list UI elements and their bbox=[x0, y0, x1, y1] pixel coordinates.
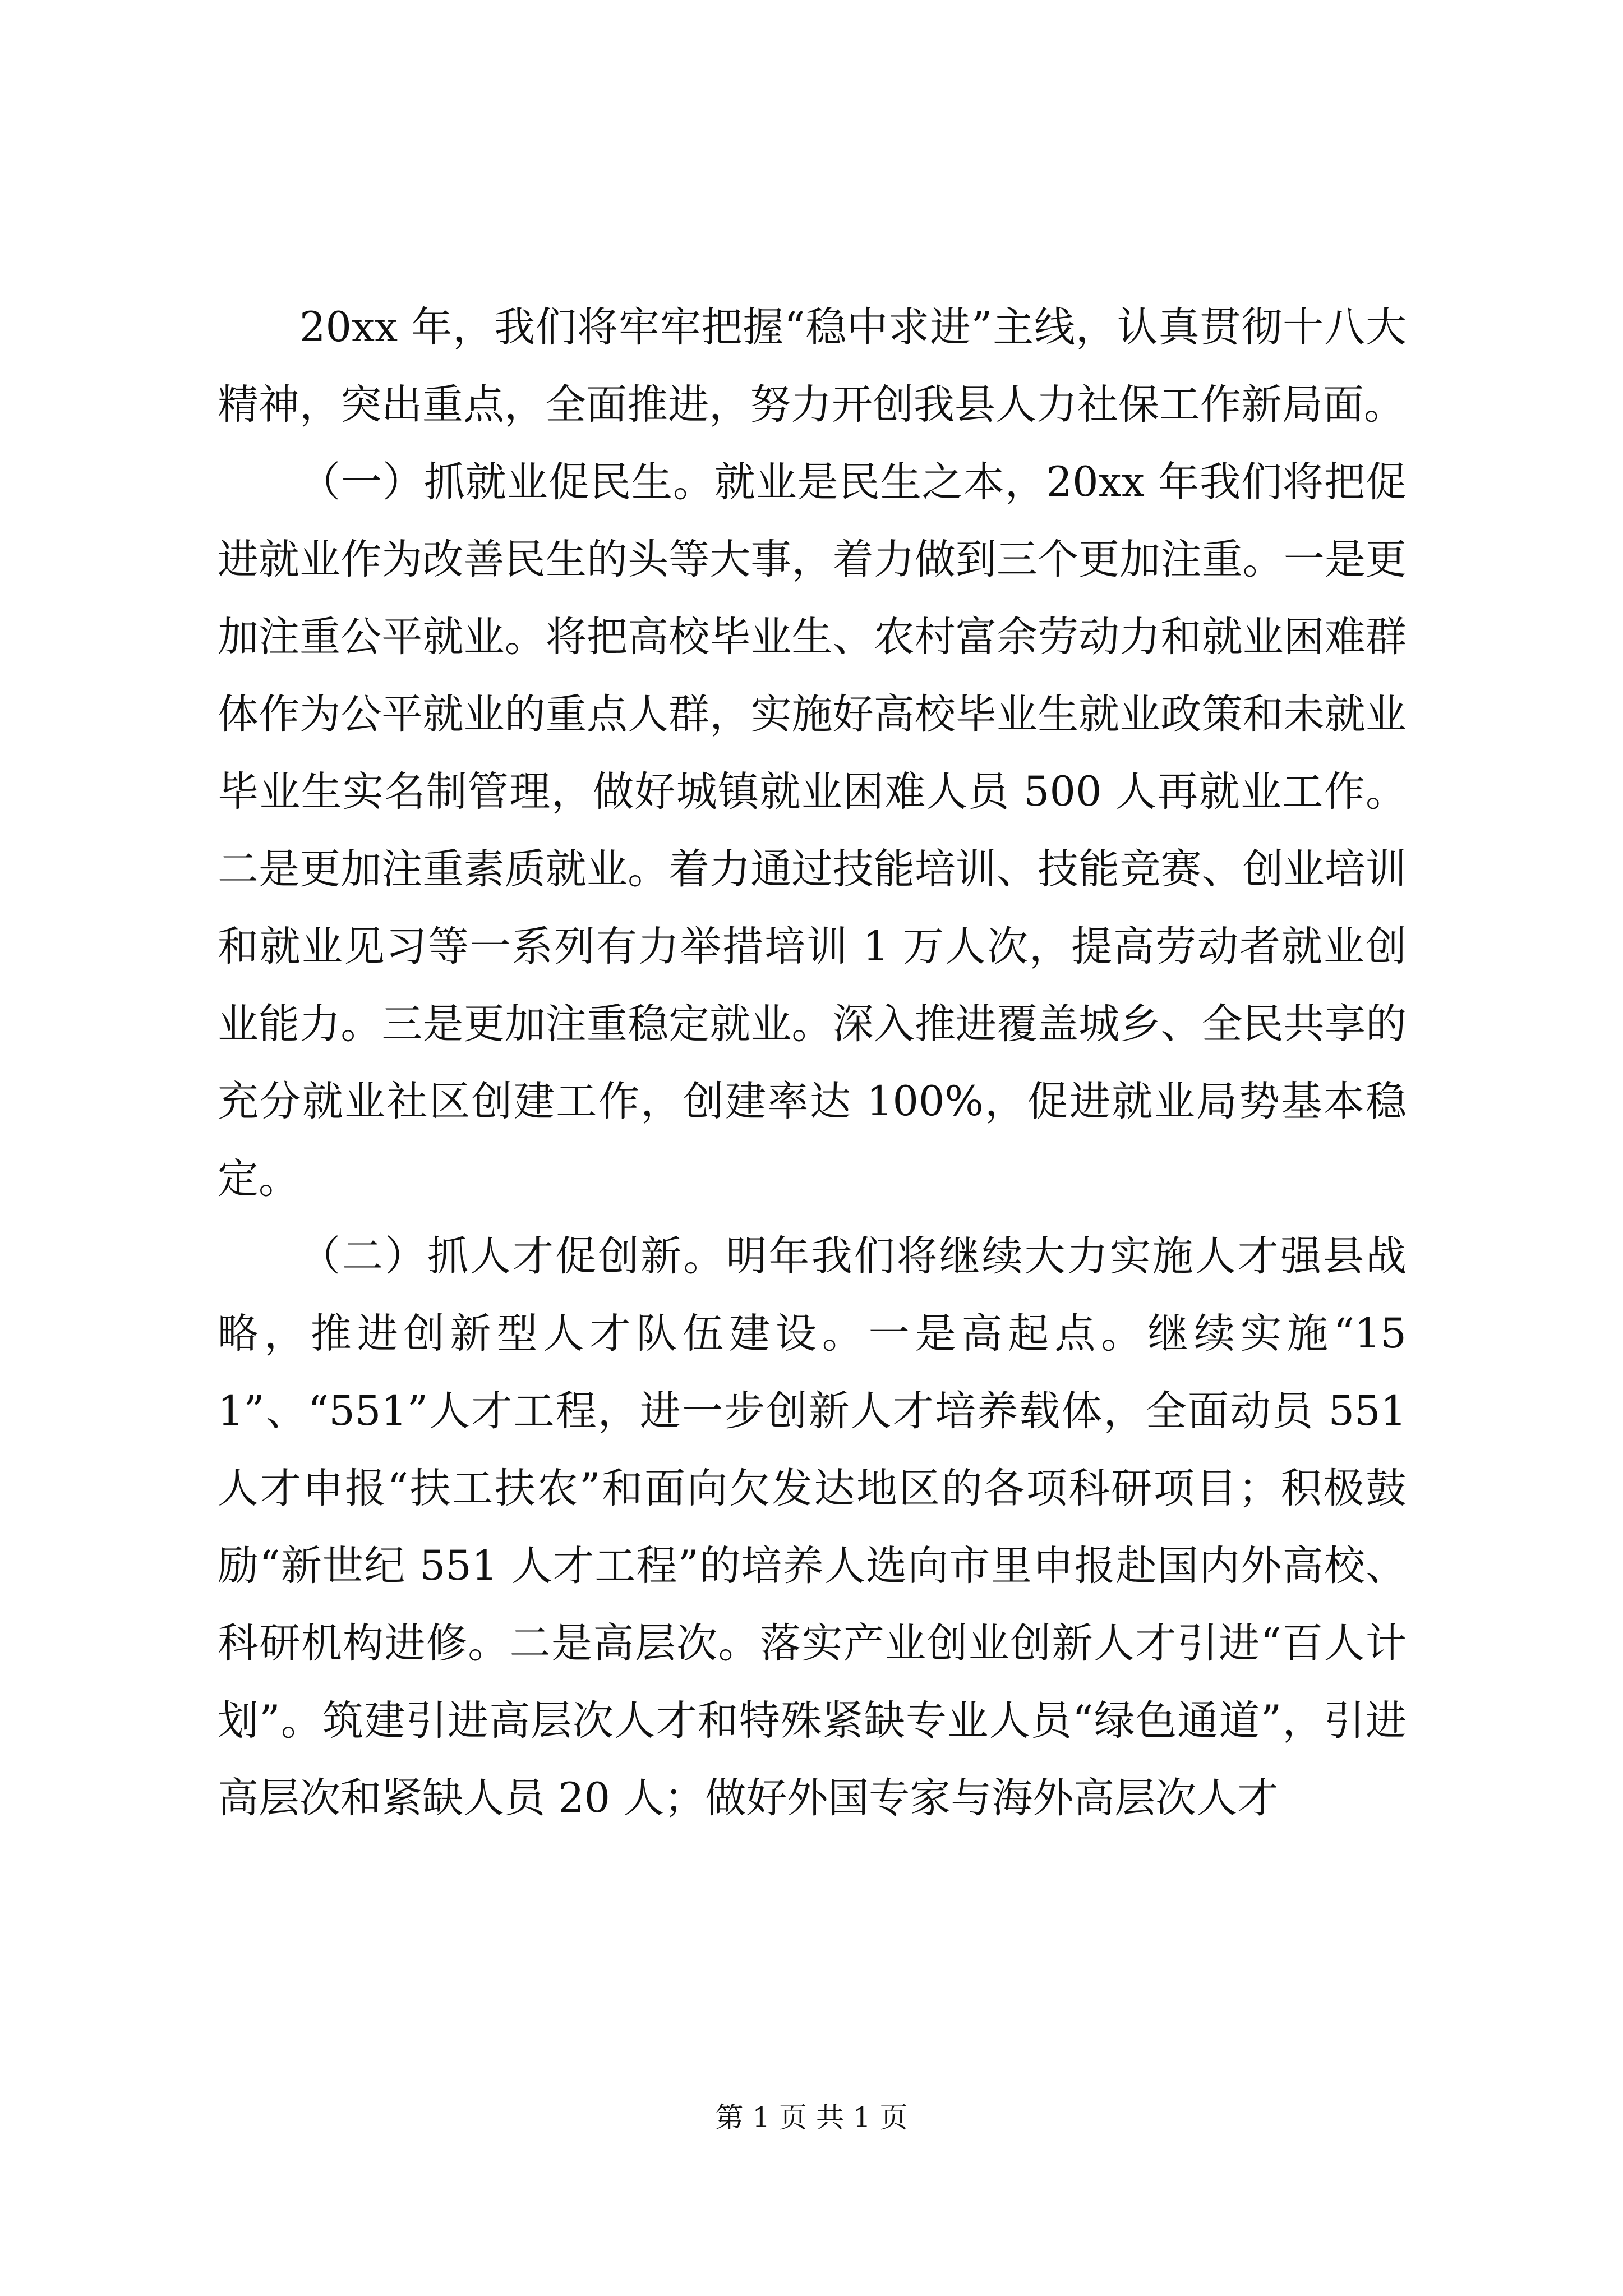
paragraph-intro: 20xx 年，我们将牢牢把握“稳中求进”主线，认真贯彻十八大精神，突出重点，全面推进，努力开创我县人力社保工作新局面。 bbox=[218, 303, 1407, 429]
paragraph-talent: （二）抓人才促创新。明年我们将继续大力实施人才强县战略，推进创新型人才队伍建设。一是高起点。继续实施“151”、“551”人才工程，进一步创新人才培养载体，全面动员 551 人才申报“扶工扶农”和面向欠发达地区的各项科研项目；积极鼓励“新世纪 551 人才工程”的培养人选向市里申报赴国内外高校、科研机构进修。二是高层次。落实产业创业创新人才引进“百人计划”。筑建引进高层次人才和特殊紧缺专业人员“绿色通道”，引进高层次和紧缺人员 20 人；做好外国专家与海外高层次人才 bbox=[218, 1232, 1407, 1822]
document-body bbox=[218, 289, 1407, 1837]
paragraph-employment: （一）抓就业促民生。就业是民生之本，20xx 年我们将把促进就业作为改善民生的头等大事，着力做到三个更加注重。一是更加注重公平就业。将把高校毕业生、农村富余劳动力和就业困难群体作为公平就业的重点人群，实施好高校毕业生就业政策和未就业毕业生实名制管理，做好城镇就业困难人员 500 人再就业工作。二是更加注重素质就业。着力通过技能培训、技能竞赛、创业培训和就业见习等一系列有力举措培训 1 万人次，提高劳动者就业创业能力。三是更加注重稳定就业。深入推进覆盖城乡、全民共享的充分就业社区创建工作，创建率达 100%，促进就业局势基本稳定。 bbox=[218, 458, 1407, 1203]
page-footer: 第 1 页 共 1 页 bbox=[715, 2101, 908, 2134]
